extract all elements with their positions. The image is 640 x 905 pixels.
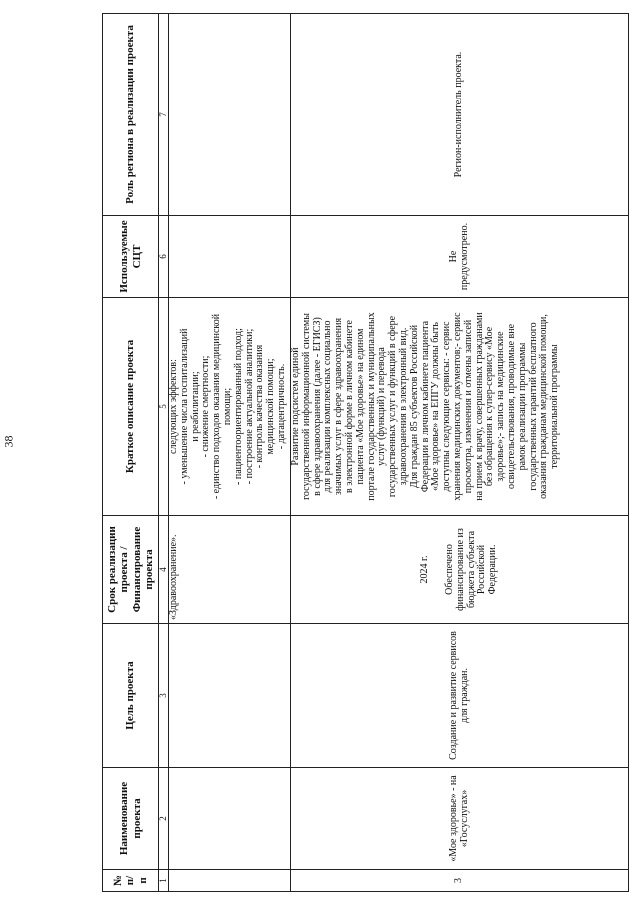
desc-line: - снижение смертности;: [200, 355, 212, 458]
desc-line: медицинской помощи;: [265, 358, 277, 455]
page-number: 38: [1, 435, 16, 448]
desc-line: помощи;: [221, 387, 233, 426]
cont-name-cell: [169, 768, 291, 870]
project-term-cell: [291, 516, 629, 624]
desc-line: хранения медицинских документов;- сервис: [451, 312, 463, 501]
cont-tech-cell: [169, 216, 291, 298]
desc-line: без обращения к супер-сервису «Мое: [484, 326, 496, 487]
desc-line: Развитие подсистем единой: [290, 347, 301, 466]
desc-line: услуг (функций) и перевода: [376, 347, 388, 466]
desc-line: - датацентричность.: [275, 363, 287, 450]
column-number: 3: [159, 624, 169, 768]
desc-line: здоровье»;- запись на медицинские: [495, 331, 507, 482]
column-number: 1: [159, 870, 169, 892]
desc-line: освидетельствования, проводимые вне: [505, 323, 517, 490]
project-desc-cell: [291, 298, 629, 516]
desc-line: государственных услуг и функций в сфере: [387, 315, 399, 498]
column-number: 4: [159, 516, 169, 624]
desc-line: Для граждан 85 субъектов Российской: [408, 324, 420, 489]
desc-line: пациента «Мое здоровье» на едином: [354, 328, 366, 485]
column-number: 6: [159, 216, 169, 298]
project-row: [291, 14, 629, 892]
header-desc: Краткое описание проекта: [103, 298, 159, 516]
desc-line: - пациентоориентированный подход;: [232, 328, 244, 485]
desc-line: - уменьшение числа госпитализаций: [178, 328, 190, 485]
desc-line: просмотра, изменения и отмены записей: [462, 319, 474, 494]
desc-line: в сфере здравоохранения (далее - ЕГИСЗ): [311, 317, 323, 496]
cont-role-cell: [169, 14, 291, 216]
desc-line: «Мое здоровье» на ЕПГУ должны быть: [430, 322, 442, 491]
cont-goal-cell: [169, 624, 291, 768]
rotated-table-sheet: [102, 14, 629, 892]
desc-line: - построение актуальной аналитики;: [243, 328, 255, 485]
desc-line: государственной информационной системы: [300, 313, 312, 500]
header-row: [103, 14, 159, 892]
desc-line: государственных гарантий бесплатного: [527, 322, 539, 491]
cont-num-cell: [169, 870, 291, 892]
desc-line: значимых услуг в сфере здравоохранения: [333, 317, 345, 496]
continuation-row: [169, 14, 291, 892]
cont-term-cell: «Здравоохранение».: [169, 516, 291, 624]
desc-line: следующих эффектов:: [168, 359, 179, 454]
project-role: Регион-исполнитель проекта.: [291, 14, 629, 216]
desc-line: в электронной форме в личном кабинете: [343, 320, 355, 493]
column-number-row: [159, 14, 169, 892]
cont-desc-cell: [169, 298, 291, 516]
project-funding: Обеспечено финансирование из бюджета субъекта Российской Федерации.: [443, 528, 499, 611]
desc-line: Федерации в личном кабинете пациента: [419, 320, 431, 493]
project-year: 2024 г.: [419, 555, 431, 584]
desc-line: здравоохранения в электронный вид.: [397, 327, 409, 486]
column-number: 5: [159, 298, 169, 516]
column-number: 7: [159, 14, 169, 216]
desc-line: на прием к врачу, совершенных гражданами: [473, 312, 485, 501]
desc-line: - контроль качества оказания: [254, 344, 266, 469]
desc-line: доступны следующие сервисы: - сервис: [441, 321, 453, 492]
header-term: Срок реализации проекта / Финансирование проекта: [103, 516, 159, 624]
desc-line: оказания гражданам медицинской помощи,: [538, 314, 550, 499]
project-name: «Мое здоровье» - на «Госуслугах»: [291, 768, 629, 870]
desc-line: рамок реализации программы: [516, 342, 528, 471]
desc-line: портале государственных и муниципальных: [365, 312, 377, 501]
header-role: Роль региона в реализации проекта: [103, 14, 159, 216]
desc-line: для реализации комплексных социально: [322, 320, 334, 493]
header-name: Наименование проекта: [103, 768, 159, 870]
project-goal: Создание и развитие сервисов для граждан.: [291, 624, 629, 768]
desc-line: территориальной программы: [549, 344, 561, 469]
desc-line: - единство подходов оказания медицинской: [211, 313, 223, 500]
header-num: № п/п: [103, 870, 159, 892]
header-tech: Используемые СЦТ: [103, 216, 159, 298]
column-number: 2: [159, 768, 169, 870]
projects-table: [102, 13, 629, 892]
row-num: 3: [291, 870, 629, 892]
header-goal: Цель проекта: [103, 624, 159, 768]
project-tech: Не предусмотрено.: [291, 216, 629, 298]
desc-line: и реабилитации;: [189, 371, 201, 442]
